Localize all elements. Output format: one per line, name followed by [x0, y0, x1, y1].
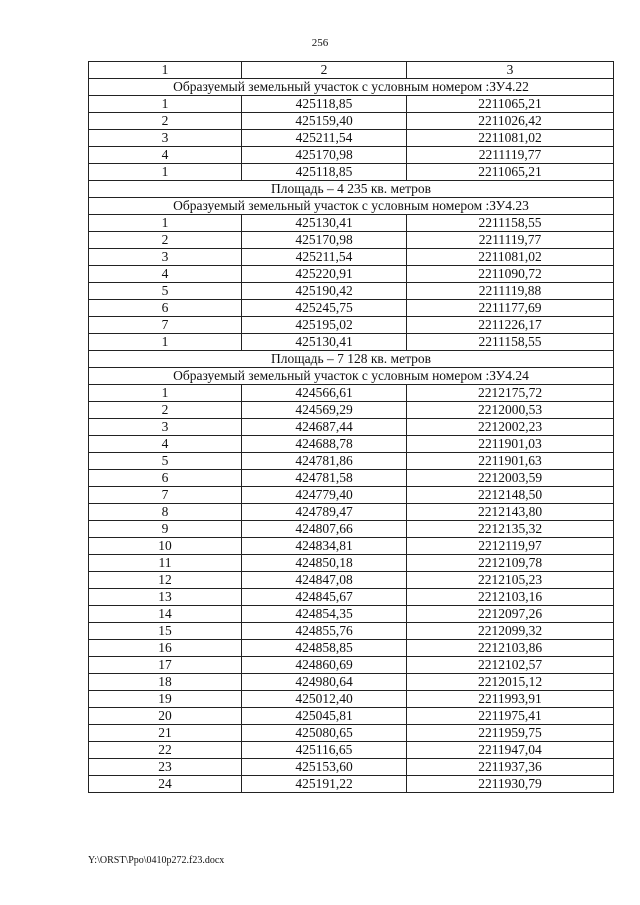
table-row	[89, 249, 614, 266]
y-coordinate-cell: 2212103,86	[407, 640, 614, 657]
point-number-cell: 1	[89, 385, 242, 402]
x-coordinate-cell: 425012,40	[242, 691, 407, 708]
x-coordinate-cell: 425153,60	[242, 759, 407, 776]
point-number-cell: 13	[89, 589, 242, 606]
table-row	[89, 385, 614, 402]
x-coordinate-cell: 424847,08	[242, 572, 407, 589]
point-number-cell: 2	[89, 113, 242, 130]
table-row	[89, 589, 614, 606]
point-number-cell: 1	[89, 96, 242, 113]
coordinates-table	[88, 61, 614, 793]
section-area-row	[89, 351, 614, 368]
table-row	[89, 657, 614, 674]
y-coordinate-cell: 2211226,17	[407, 317, 614, 334]
footer-file-path: Y:\ORST\Ppo\0410p272.f23.docx	[88, 855, 225, 866]
point-number-cell: 12	[89, 572, 242, 589]
point-number-cell: 16	[89, 640, 242, 657]
x-coordinate-cell: 424855,76	[242, 623, 407, 640]
y-coordinate-cell: 2212102,57	[407, 657, 614, 674]
y-coordinate-cell: 2212105,23	[407, 572, 614, 589]
y-coordinate-cell: 2212103,16	[407, 589, 614, 606]
table-row	[89, 130, 614, 147]
x-coordinate-cell: 425211,54	[242, 130, 407, 147]
y-coordinate-cell: 2211975,41	[407, 708, 614, 725]
table-row	[89, 606, 614, 623]
table-row	[89, 113, 614, 130]
section-title: Образуемый земельный участок с условным номером :ЗУ4.22	[89, 79, 614, 96]
x-coordinate-cell: 424687,44	[242, 419, 407, 436]
section-area: Площадь – 7 128 кв. метров	[89, 351, 614, 368]
y-coordinate-cell: 2211158,55	[407, 215, 614, 232]
section-title: Образуемый земельный участок с условным номером :ЗУ4.24	[89, 368, 614, 385]
table-row	[89, 640, 614, 657]
point-number-cell: 1	[89, 334, 242, 351]
x-coordinate-cell: 424834,81	[242, 538, 407, 555]
x-coordinate-cell: 424858,85	[242, 640, 407, 657]
table-row	[89, 691, 614, 708]
point-number-cell: 18	[89, 674, 242, 691]
section-area-row	[89, 181, 614, 198]
x-coordinate-cell: 424854,35	[242, 606, 407, 623]
y-coordinate-cell: 2212109,78	[407, 555, 614, 572]
page-number: 256	[311, 37, 329, 49]
point-number-cell: 15	[89, 623, 242, 640]
section-area: Площадь – 4 235 кв. метров	[89, 181, 614, 198]
point-number-cell: 3	[89, 130, 242, 147]
point-number-cell: 21	[89, 725, 242, 742]
table-row	[89, 334, 614, 351]
table-row	[89, 419, 614, 436]
x-coordinate-cell: 424781,58	[242, 470, 407, 487]
table-row	[89, 708, 614, 725]
x-coordinate-cell: 425191,22	[242, 776, 407, 793]
point-number-cell: 20	[89, 708, 242, 725]
y-coordinate-cell: 2211065,21	[407, 96, 614, 113]
x-coordinate-cell: 425118,85	[242, 96, 407, 113]
y-coordinate-cell: 2212002,23	[407, 419, 614, 436]
y-coordinate-cell: 2212000,53	[407, 402, 614, 419]
point-number-cell: 6	[89, 300, 242, 317]
y-coordinate-cell: 2211947,04	[407, 742, 614, 759]
y-coordinate-cell: 2212135,32	[407, 521, 614, 538]
table-row	[89, 759, 614, 776]
x-coordinate-cell: 425245,75	[242, 300, 407, 317]
point-number-cell: 4	[89, 436, 242, 453]
y-coordinate-cell: 2211119,77	[407, 232, 614, 249]
table-row	[89, 147, 614, 164]
point-number-cell: 23	[89, 759, 242, 776]
x-coordinate-cell: 424845,67	[242, 589, 407, 606]
table-row	[89, 164, 614, 181]
point-number-cell: 2	[89, 402, 242, 419]
table-row	[89, 215, 614, 232]
table-row	[89, 504, 614, 521]
point-number-cell: 1	[89, 164, 242, 181]
table-row	[89, 742, 614, 759]
y-coordinate-cell: 2211930,79	[407, 776, 614, 793]
y-coordinate-cell: 2212175,72	[407, 385, 614, 402]
header-cell-point: 1	[89, 62, 242, 79]
y-coordinate-cell: 2211119,88	[407, 283, 614, 300]
y-coordinate-cell: 2212119,97	[407, 538, 614, 555]
section-title-row	[89, 198, 614, 215]
y-coordinate-cell: 2211959,75	[407, 725, 614, 742]
header-cell-y: 3	[407, 62, 614, 79]
table-row	[89, 283, 614, 300]
x-coordinate-cell: 425130,41	[242, 334, 407, 351]
x-coordinate-cell: 425190,42	[242, 283, 407, 300]
point-number-cell: 22	[89, 742, 242, 759]
point-number-cell: 17	[89, 657, 242, 674]
table-row	[89, 555, 614, 572]
y-coordinate-cell: 2211081,02	[407, 130, 614, 147]
x-coordinate-cell: 425220,91	[242, 266, 407, 283]
x-coordinate-cell: 424779,40	[242, 487, 407, 504]
y-coordinate-cell: 2211065,21	[407, 164, 614, 181]
table-row	[89, 96, 614, 113]
point-number-cell: 7	[89, 317, 242, 334]
table-row	[89, 317, 614, 334]
y-coordinate-cell: 2211119,77	[407, 147, 614, 164]
x-coordinate-cell: 425118,85	[242, 164, 407, 181]
point-number-cell: 2	[89, 232, 242, 249]
x-coordinate-cell: 424569,29	[242, 402, 407, 419]
x-coordinate-cell: 425195,02	[242, 317, 407, 334]
point-number-cell: 7	[89, 487, 242, 504]
point-number-cell: 4	[89, 147, 242, 164]
point-number-cell: 19	[89, 691, 242, 708]
y-coordinate-cell: 2212015,12	[407, 674, 614, 691]
x-coordinate-cell: 424789,47	[242, 504, 407, 521]
y-coordinate-cell: 2212099,32	[407, 623, 614, 640]
x-coordinate-cell: 424566,61	[242, 385, 407, 402]
section-title-row	[89, 79, 614, 96]
x-coordinate-cell: 425130,41	[242, 215, 407, 232]
section-title-row	[89, 368, 614, 385]
table-row	[89, 521, 614, 538]
y-coordinate-cell: 2211901,03	[407, 436, 614, 453]
table-header-row	[89, 62, 614, 79]
y-coordinate-cell: 2212097,26	[407, 606, 614, 623]
x-coordinate-cell: 424850,18	[242, 555, 407, 572]
y-coordinate-cell: 2212143,80	[407, 504, 614, 521]
x-coordinate-cell: 425116,65	[242, 742, 407, 759]
y-coordinate-cell: 2211026,42	[407, 113, 614, 130]
x-coordinate-cell: 425170,98	[242, 147, 407, 164]
table-row	[89, 725, 614, 742]
y-coordinate-cell: 2211090,72	[407, 266, 614, 283]
table-row	[89, 232, 614, 249]
x-coordinate-cell: 424807,66	[242, 521, 407, 538]
table-row	[89, 538, 614, 555]
x-coordinate-cell: 424688,78	[242, 436, 407, 453]
x-coordinate-cell: 425170,98	[242, 232, 407, 249]
table-row	[89, 300, 614, 317]
point-number-cell: 11	[89, 555, 242, 572]
x-coordinate-cell: 425159,40	[242, 113, 407, 130]
table-row	[89, 776, 614, 793]
point-number-cell: 3	[89, 419, 242, 436]
y-coordinate-cell: 2211081,02	[407, 249, 614, 266]
table-row	[89, 266, 614, 283]
coordinates-table-body	[89, 62, 614, 793]
point-number-cell: 24	[89, 776, 242, 793]
table-row	[89, 674, 614, 691]
section-title: Образуемый земельный участок с условным номером :ЗУ4.23	[89, 198, 614, 215]
table-row	[89, 470, 614, 487]
table-row	[89, 436, 614, 453]
x-coordinate-cell: 424860,69	[242, 657, 407, 674]
x-coordinate-cell: 425080,65	[242, 725, 407, 742]
point-number-cell: 9	[89, 521, 242, 538]
point-number-cell: 4	[89, 266, 242, 283]
table-row	[89, 487, 614, 504]
y-coordinate-cell: 2211177,69	[407, 300, 614, 317]
x-coordinate-cell: 425211,54	[242, 249, 407, 266]
table-row	[89, 623, 614, 640]
header-cell-x: 2	[242, 62, 407, 79]
point-number-cell: 10	[89, 538, 242, 555]
x-coordinate-cell: 424980,64	[242, 674, 407, 691]
table-row	[89, 572, 614, 589]
y-coordinate-cell: 2212148,50	[407, 487, 614, 504]
y-coordinate-cell: 2212003,59	[407, 470, 614, 487]
point-number-cell: 3	[89, 249, 242, 266]
x-coordinate-cell: 424781,86	[242, 453, 407, 470]
point-number-cell: 5	[89, 453, 242, 470]
point-number-cell: 5	[89, 283, 242, 300]
x-coordinate-cell: 425045,81	[242, 708, 407, 725]
point-number-cell: 1	[89, 215, 242, 232]
point-number-cell: 8	[89, 504, 242, 521]
point-number-cell: 14	[89, 606, 242, 623]
table-row	[89, 402, 614, 419]
y-coordinate-cell: 2211158,55	[407, 334, 614, 351]
y-coordinate-cell: 2211993,91	[407, 691, 614, 708]
y-coordinate-cell: 2211937,36	[407, 759, 614, 776]
point-number-cell: 6	[89, 470, 242, 487]
table-row	[89, 453, 614, 470]
y-coordinate-cell: 2211901,63	[407, 453, 614, 470]
